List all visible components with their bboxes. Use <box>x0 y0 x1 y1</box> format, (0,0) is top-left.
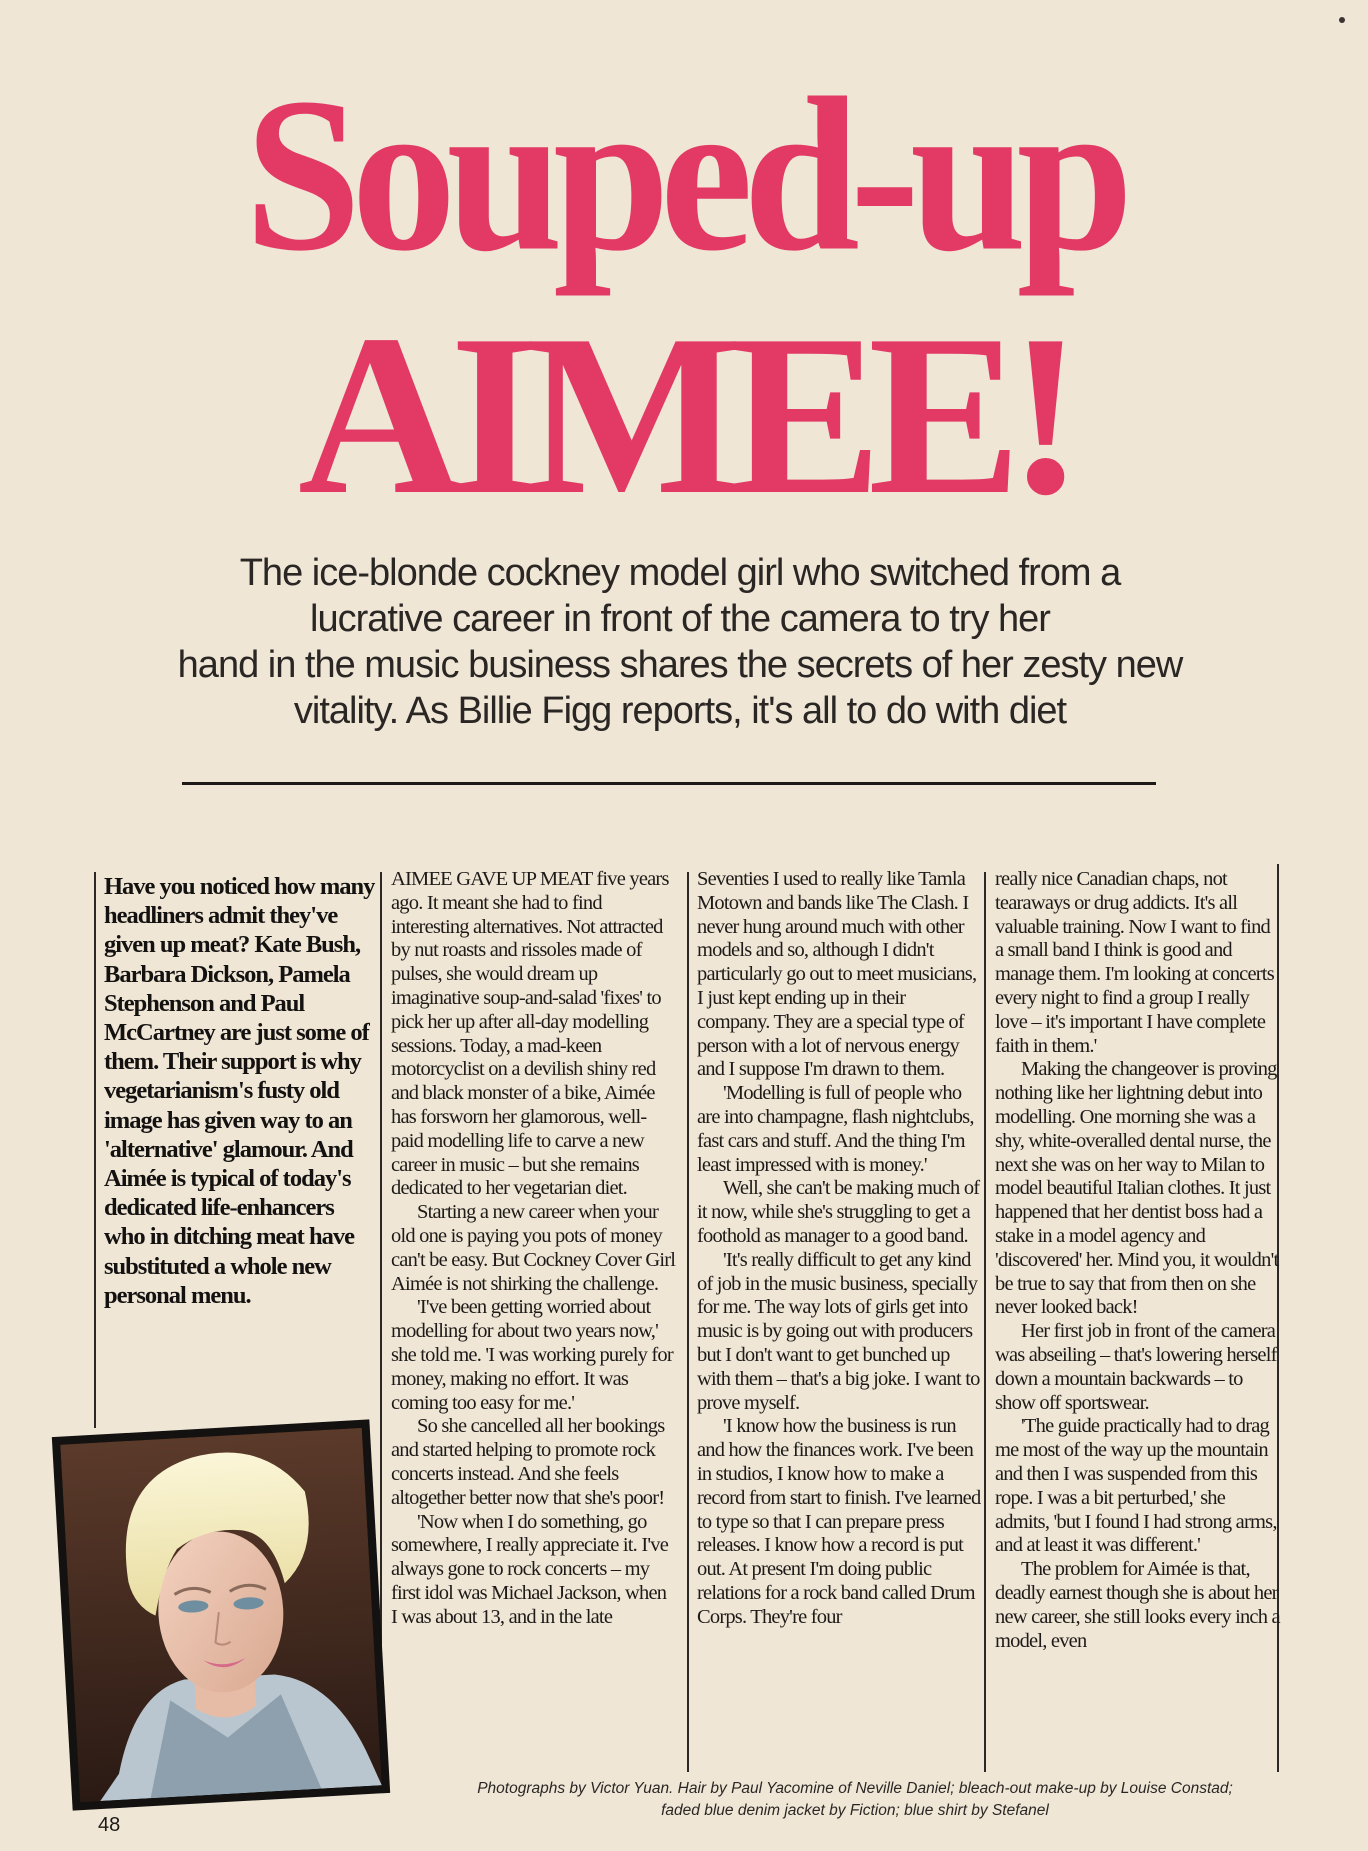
portrait-photo <box>52 1419 390 1810</box>
credits-line: faded blue denim jacket by Fiction; blue shirt by Stefanel <box>661 1802 1049 1819</box>
intro-text: Have you noticed how many headliners admit they've given up meat? Kate Bush, Barbara Dickson, Pamela Stephenson and Paul McCartney are just some of them. Their support is why vegetarianism's fusty old image has given way to an 'alternative' glamour. And Aimée is typical of today's dedicated life-enhancers who in ditching meat have substituted a whole new personal menu. <box>104 873 375 1309</box>
paragraph: Starting a new career when your old one is paying you pots of money can't be easy. But Cockney Cover Girl Aimée is not shirking the challenge. <box>391 1201 676 1295</box>
paragraph: 'Modelling is full of people who are into champagne, flash nightclubs, fast cars and stuff. And the thing I'm least impressed with is money.' <box>697 1082 974 1176</box>
print-speck <box>1339 17 1345 23</box>
paragraph: Making the changeover is proving nothing like her lightning debut into modelling. One morning she was a shy, white-overalled dental nurse, the next she was on her way to Milan to model beautiful Italian clothes. It just happened that her dentist boss had a stake in a model agency and 'discovered' her. Mind you, it wouldn't be true to say that from then on she never looked back! <box>995 1058 1279 1319</box>
section-divider <box>182 782 1156 785</box>
paragraph: So she cancelled all her bookings and started helping to promote rock concerts instead. And she feels altogether better now that she's poor! <box>391 1415 665 1509</box>
standfirst-line: lucrative career in front of the camera to try her <box>310 598 1050 640</box>
paragraph: AIMEE GAVE UP MEAT five years ago. It meant she had to find interesting alternatives. Not attracted by nut roasts and rissoles made of pulses, she would dream up imaginative soup-and-salad 'fixes' to pick her up after all-day modelling sessions. Today, a mad-keen motorcyclist on a devilish shiny red and black monster of a bike, Aimée has forsworn her glamorous, well-paid modelling life to carve a new career in music – but she remains dedicated to her vegetarian diet. <box>391 868 669 1200</box>
article-column-3 <box>995 868 1280 1653</box>
paragraph: The problem for Aimée is that, deadly earnest though she is about her new career, she still looks every inch a model, even <box>995 1558 1280 1652</box>
page-number: 48 <box>98 1814 121 1836</box>
portrait-illustration <box>60 1428 382 1802</box>
photo-credits <box>440 1778 1270 1822</box>
headline-line-2: AIMEE! <box>297 287 1071 542</box>
article-column-1 <box>391 868 676 1630</box>
standfirst-line: vitality. As Billie Figg reports, it's all to do with diet <box>293 690 1067 732</box>
standfirst <box>160 550 1200 734</box>
headline-line-1: Souped-up <box>244 53 1124 297</box>
column-rule <box>984 872 986 1772</box>
paragraph: Well, she can't be making much of it now, while she's struggling to get a foothold as manager to a good band. <box>697 1177 980 1247</box>
paragraph: really nice Canadian chaps, not tearaways or drug addicts. It's all valuable training. Now I want to find a small band I think is good and manage them. I'm looking at concerts every night to find a group I really love – it's important I have complete faith in them.' <box>995 868 1274 1057</box>
paragraph: 'It's really difficult to get any kind of job in the music business, specially for me. The way lots of girls get into music is by going out with producers but I don't want to get bunched up with them – that's a big joke. I want to prove myself. <box>697 1248 980 1414</box>
paragraph: 'The guide practically had to drag me most of the way up the mountain and then I was suspended from this rope. I was a bit perturbed,' she admits, 'but I found I had strong arms, and at least it was different.' <box>995 1415 1277 1557</box>
column-rule <box>94 872 96 1428</box>
standfirst-line: hand in the music business shares the secrets of her zesty new <box>177 644 1183 686</box>
paragraph: Seventies I used to really like Tamla Motown and bands like The Clash. I never hung around much with other models and so, although I didn't particularly go out to meet musicians, I just kept ending up in their company. They are a special type of person with a lot of nervous energy and I suppose I'm drawn to them. <box>697 868 977 1081</box>
paragraph: 'Now when I do something, go somewhere, I really appreciate it. I've always gone to rock concerts – my first idol was Michael Jackson, when I was about 13, and in the late <box>391 1510 668 1628</box>
paragraph: 'I know how the business is run and how the finances work. I've been in studios, I know how to make a record from start to finish. I've learned to type so that I can prepare press releases. I know how a record is put out. At present I'm doing public relations for a rock band called Drum Corps. They're four <box>697 1415 981 1628</box>
paragraph: Her first job in front of the camera was abseiling – that's lowering herself down a mountain backwards – to show off sportswear. <box>995 1320 1277 1414</box>
standfirst-line: The ice-blonde cockney model girl who switched from a <box>239 552 1121 594</box>
column-rule <box>687 872 689 1772</box>
article-column-2 <box>697 868 982 1630</box>
credits-line: Photographs by Victor Yuan. Hair by Paul Yacomine of Neville Daniel; bleach-out make-up by Louise Constad; <box>477 1780 1233 1797</box>
paragraph: 'I've been getting worried about modelling for about two years now,' she told me. 'I was working purely for money, making no effort. It was coming too easy for me.' <box>391 1296 673 1414</box>
